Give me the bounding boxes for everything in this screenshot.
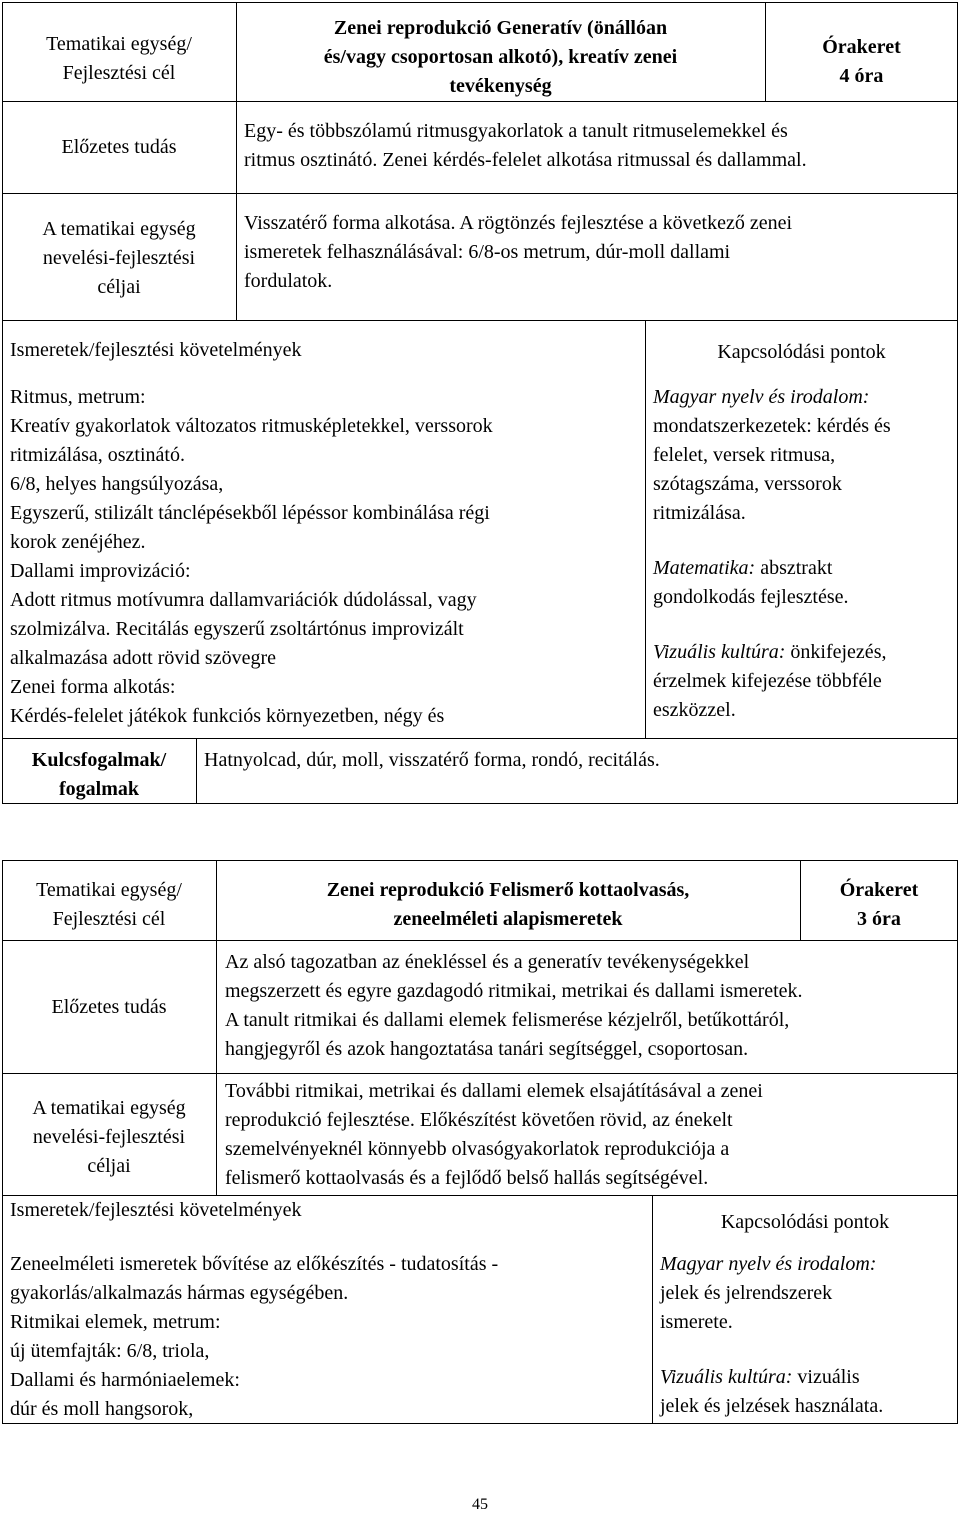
- unit-title-2: Zenei reprodukció Felismerő kottaolvasás, zeneelméleti alapismeretek: [326, 879, 690, 930]
- subject-visual: Vizuális kultúra:: [660, 1366, 793, 1388]
- label-prior: Előzetes tudás: [61, 136, 177, 158]
- hours-box: Órakeret 4 óra: [822, 36, 901, 87]
- page-number: 45: [472, 1496, 488, 1513]
- hours-box-2: Órakeret 3 óra: [839, 879, 919, 930]
- label-theme-2: Tematikai egység/ Fejlesztési cél: [36, 879, 182, 930]
- subject-hungarian: Magyar nyelv és irodalom:: [660, 1253, 877, 1275]
- keywords: Hatnyolcad, dúr, moll, visszatérő forma, rondó, recitálás.: [204, 749, 660, 771]
- conn-header-2: Kapcsolódási pontok: [720, 1211, 890, 1233]
- label-prior-2: Előzetes tudás: [51, 996, 167, 1018]
- label-goals: A tematikai egység nevelési-fejlesztési céljai: [42, 218, 196, 298]
- connections-list: Magyar nyelv és irodalom: mondatszerkezetek: kérdés és felelet, versek ritmusa, szótagszáma, verssorok ritmizálása. Matematika: absztrakt gondolkodás fejlesztése. Vizuális kultúra: önkifejezés, érzelmek kifejezése többféle eszközzel.: [653, 383, 891, 725]
- subject-visual: Vizuális kultúra:: [653, 641, 786, 663]
- unit-goals-2: További ritmikai, metrikai és dallami elemek elsajátításával a zenei reprodukció fejlesztése. Előkészítést követően rövid, az énekelt szemelvényeknél könnyebb olvasógyakorlatok reprodukciója a felismerő kottaolvasás és a fejlődő belső hallás segítségével.: [225, 1080, 763, 1189]
- requirements-list: Ritmus, metrum: Kreatív gyakorlatok változatos ritmusképletekkel, verssorok ritmizálása, osztinátó. 6/8, helyes hangsúlyozása, Egyszerű, stilizált tánclépésekből lépéssor kombinálása régi korok zenéjéhez. Dallami improvizáció: Adott ritmus motívumra dallamvariációk dúdolással, vagy szolmizálva. Recitálás egyszerű zsoltártónus improvizált alkalmazása adott rövid szövegre Zenei forma alkotás: Kérdés-felelet játékok funkciós környezetben, négy és: [10, 386, 493, 727]
- prior-knowledge-2: Az alsó tagozatban az énekléssel és a generatív tevékenységekkel megszerzett és egyre gazdagodó ritmikai, metrikai és dallami ismeretek. A tanult ritmikai és dallami elemek felismerése kézjelről, betűkottáról, hangjegyről és azok hangoztatása tanári segítséggel, csoportosan.: [225, 951, 803, 1060]
- subject-math: Matematika:: [653, 557, 756, 579]
- requirements-list-2: Zeneelméleti ismeretek bővítése az előkészítés - tudatosítás - gyakorlás/alkalmazás hármas egységében. Ritmikai elemek, metrum: új ütemfajták: 6/8, triola, Dallami és harmóniaelemek: dúr és moll hangsorok,: [10, 1253, 499, 1420]
- req-header-2: Ismeretek/fejlesztési követelmények: [10, 1199, 302, 1221]
- subject-hungarian: Magyar nyelv és irodalom:: [653, 386, 870, 408]
- unit-goals: Visszatérő forma alkotása. A rögtönzés fejlesztése a következő zenei ismeretek felhasználásával: 6/8-os metrum, dúr-moll dallami fordulatok.: [244, 212, 793, 292]
- label-theme: Tematikai egység/ Fejlesztési cél: [46, 33, 192, 84]
- prior-knowledge: Egy- és többszólamú ritmusgyakorlatok a tanult ritmuselemekkel és ritmus osztinátó. Zenei kérdés-felelet alkotása ritmussal és dallammal.: [244, 120, 807, 171]
- label-goals-2: A tematikai egység nevelési-fejlesztési céljai: [32, 1097, 186, 1177]
- label-keywords: Kulcsfogalmak/ fogalmak: [31, 749, 167, 800]
- conn-header: Kapcsolódási pontok: [717, 341, 886, 363]
- unit-title: Zenei reprodukció Generatív (önállóan és/vagy csoportosan alkotó), kreatív zenei tevékenység: [323, 17, 678, 97]
- req-header: Ismeretek/fejlesztési követelmények: [10, 339, 302, 361]
- connections-list-2: Magyar nyelv és irodalom: jelek és jelrendszerek ismerete. Vizuális kultúra: vizuális jelek és jelzések használata.: [660, 1250, 883, 1421]
